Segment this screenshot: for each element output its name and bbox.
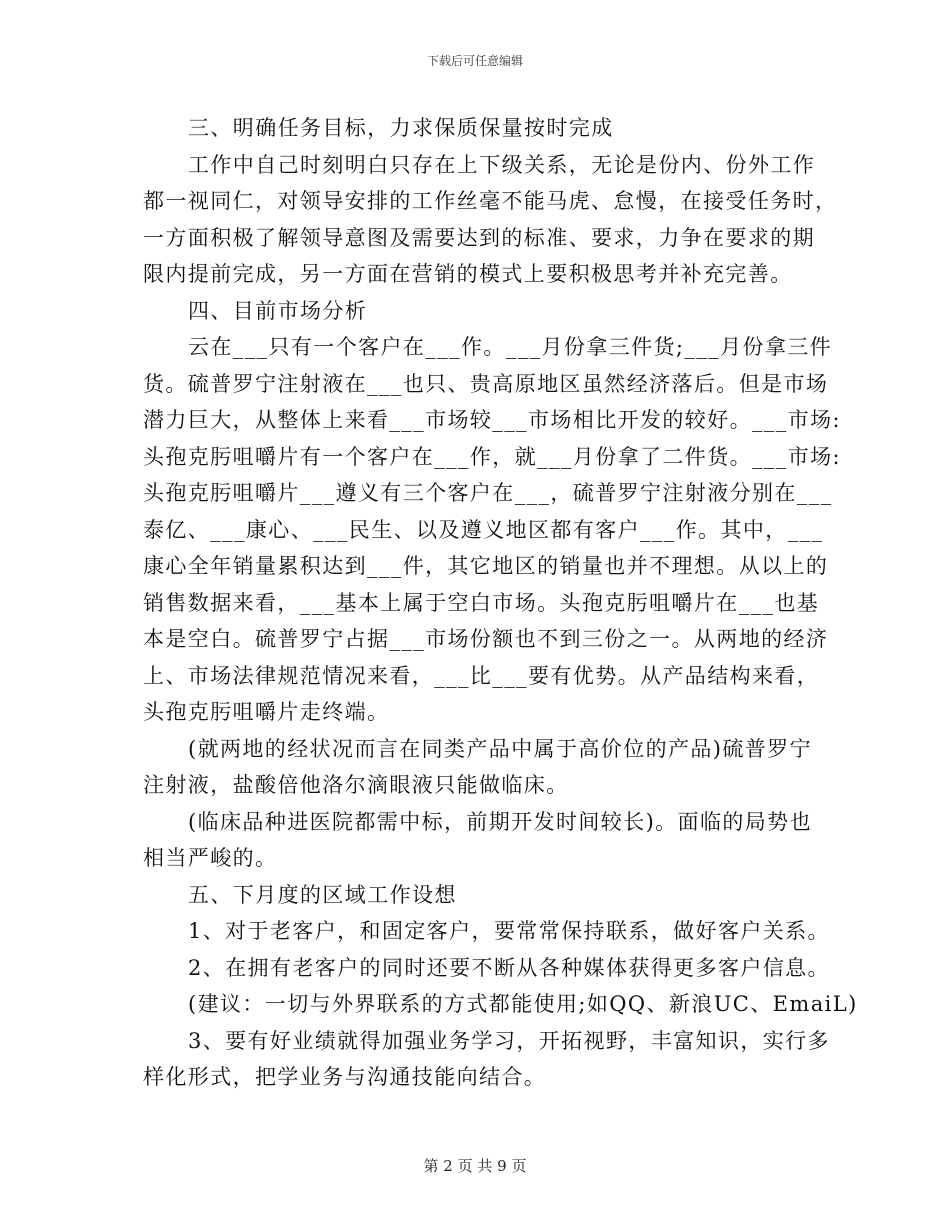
body-line: 康心全年销量累积达到___件，其它地区的销量也并不理想。从以上的 (143, 554, 829, 578)
body-line: (就两地的经状况而言在同类产品中属于高价位的产品)硫普罗宁 (188, 736, 812, 761)
body-line: 三、明确任务目标，力求保质保量按时完成 (188, 116, 614, 140)
body-line: 1、对于老客户，和固定客户，要常常保持联系，做好客户关系。 (188, 919, 830, 943)
body-line: 工作中自己时刻明白只存在上下级关系，无论是份内、份外工作 (188, 152, 816, 177)
body-line: 五、下月度的区域工作设想 (188, 882, 457, 907)
body-line: 都一视同仁，对领导安排的工作丝毫不能马虎、怠慢，在接受任务时， (143, 189, 838, 213)
document-body (143, 110, 858, 1096)
body-line: 头孢克肟咀嚼片___遵义有三个客户在___，硫普罗宁注射液分别在___ (143, 481, 833, 505)
body-line: 一方面积极了解领导意图及需要达到的标准、要求，力争在要求的期 (143, 225, 815, 250)
body-line: 注射液，盐酸倍他洛尔滴眼液只能做临床。 (143, 773, 569, 797)
body-line: 泰亿、___康心、___民生、以及遵义地区都有客户___作。其中，___ (143, 517, 824, 542)
body-line: 货。硫普罗宁注射液在___也只、贵高原地区虽然经济落后。但是市场 (143, 371, 829, 396)
body-line: 头孢克肟咀嚼片走终端。 (143, 700, 390, 724)
body-line: 上、市场法律规范情况来看，___比___要有优势。从产品结构来看， (143, 663, 820, 688)
page-footer: 第 2 页 共 9 页 (423, 1157, 527, 1175)
body-line: 样化形式，把学业务与沟通技能向结合。 (143, 1065, 547, 1089)
body-line: 四、目前市场分析 (188, 298, 368, 323)
body-line: (建议：一切与外界联系的方式都能使用;如QQ、新浪UC、EmaiL) (188, 992, 858, 1016)
body-line: 3、要有好业绩就得加强业务学习，开拓视野，丰富知识，实行多 (188, 1028, 830, 1053)
body-line: 限内提前完成，另一方面在营销的模式上要积极思考并补充完善。 (143, 262, 793, 286)
body-line: 2、在拥有老客户的同时还要不断从各种媒体获得更多客户信息。 (188, 955, 830, 980)
body-line: 销售数据来看，___基本上属于空白市场。头孢克肟咀嚼片在___也基 (143, 590, 820, 615)
body-line: 潜力巨大，从整体上来看___市场较___市场相比开发的较好。___市场: (143, 408, 841, 432)
body-line: 相当严峻的。 (143, 846, 278, 870)
page-header: 下载后可任意编辑 (426, 54, 523, 68)
body-line: (临床品种进医院都需中标，前期开发时间较长)。面临的局势也 (188, 809, 812, 834)
body-line: 云在___只有一个客户在___作。___月份拿三件货;___月份拿三件 (188, 335, 833, 359)
body-line: 本是空白。硫普罗宁占据___市场份额也不到三份之一。从两地的经济 (143, 627, 829, 651)
body-line: 头孢克肟咀嚼片有一个客户在___作，就___月份拿了二件货。___市场: (143, 444, 841, 469)
